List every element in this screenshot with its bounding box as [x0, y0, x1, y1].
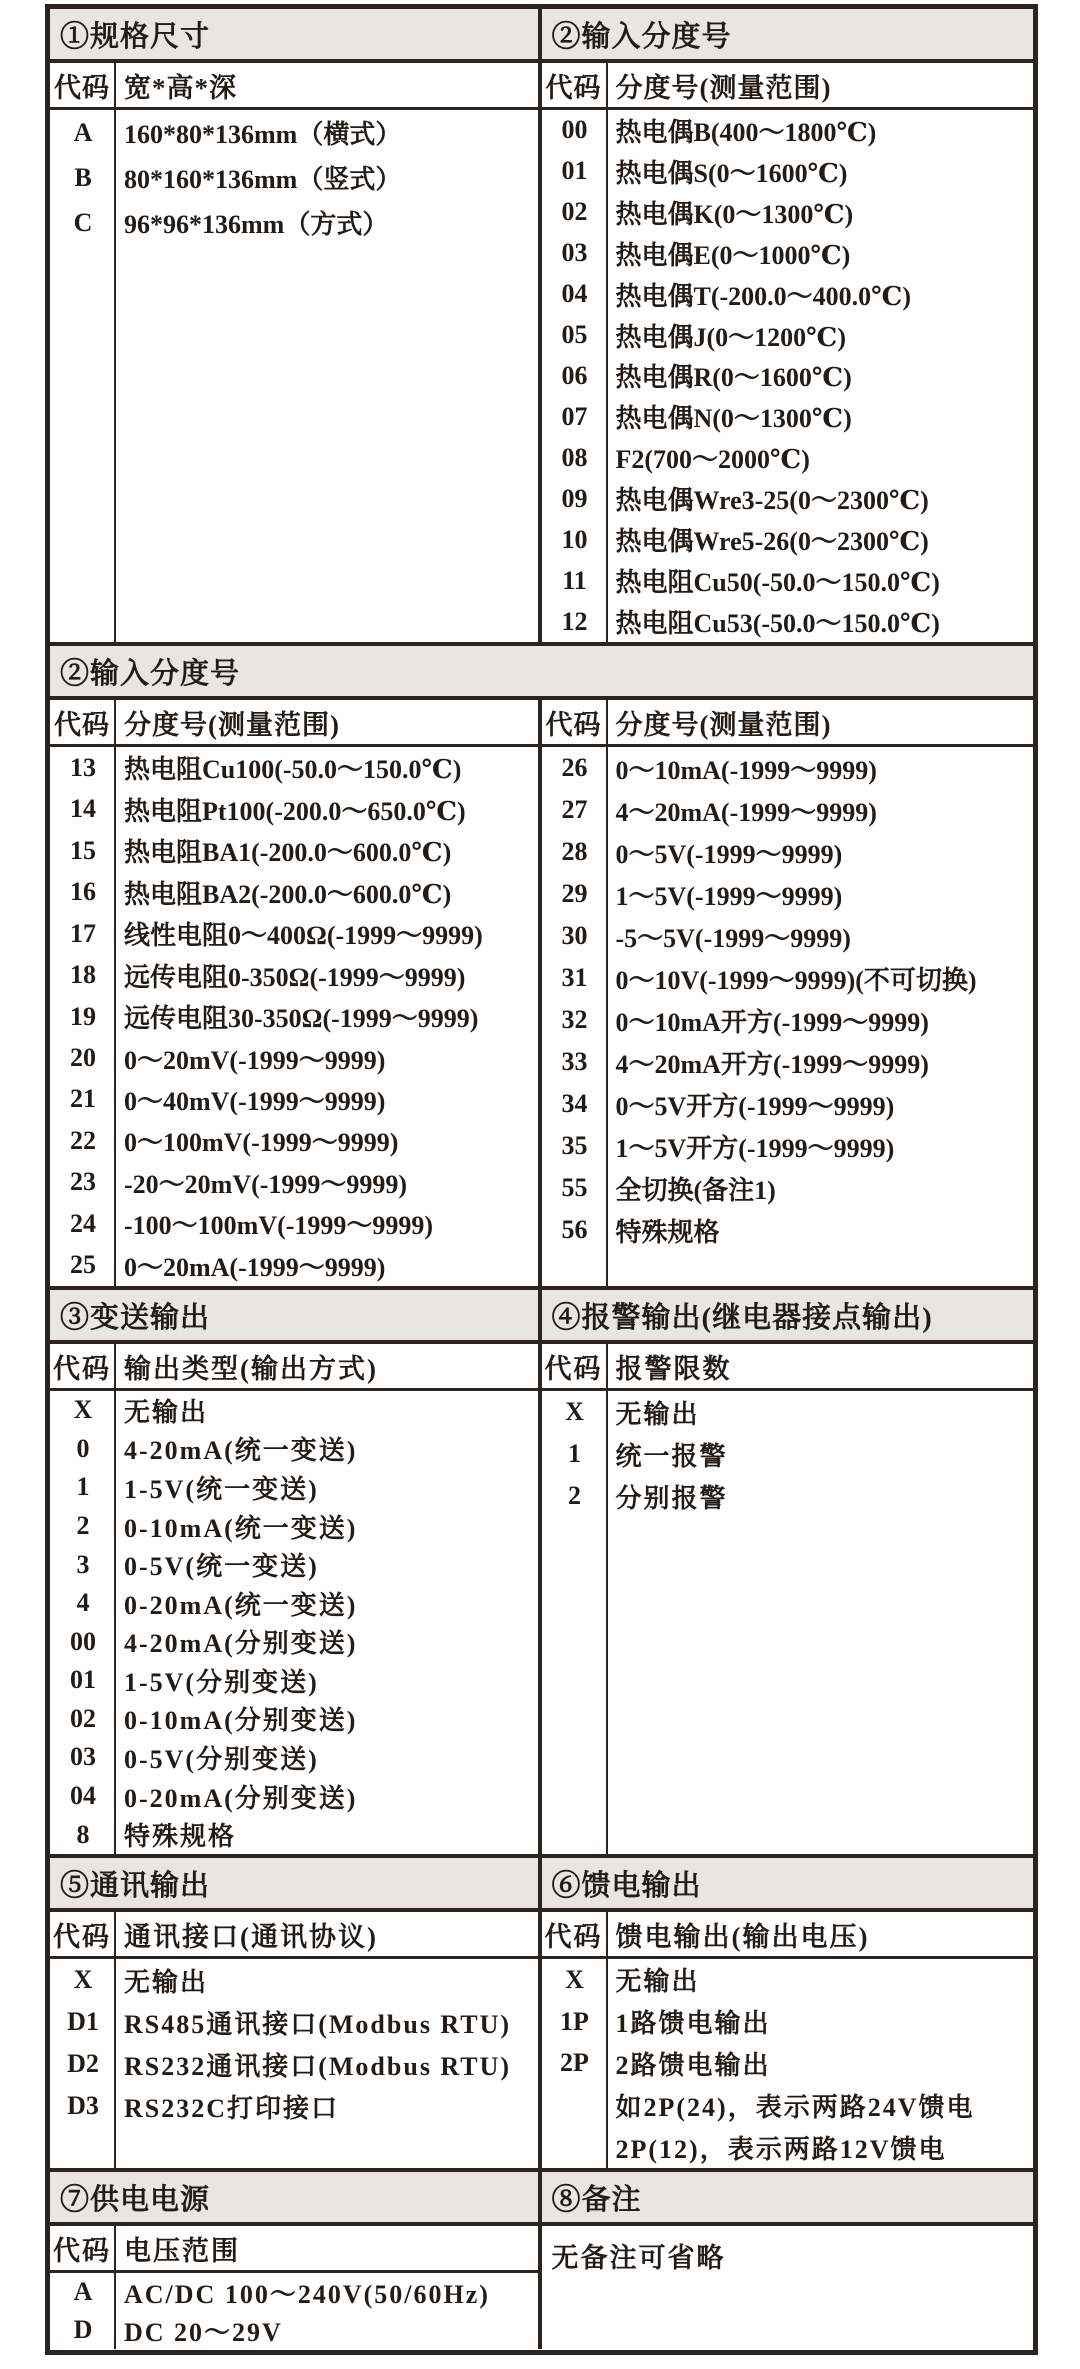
desc-cell: 热电偶B(400～1800℃): [615, 117, 877, 147]
code-cell: 05: [561, 320, 588, 350]
code-cell: 07: [561, 401, 588, 431]
code-cell: 24: [70, 1208, 96, 1238]
table-row: [50, 1738, 538, 1777]
code-header: 代码: [542, 1912, 608, 1956]
code-header: 代码: [50, 1912, 116, 1956]
desc-cell: 热电偶T(-200.0～400.0℃): [615, 281, 911, 311]
code-header: 代码: [542, 63, 608, 107]
column-header-row: [50, 1912, 538, 1959]
table-row: [542, 1391, 1034, 1433]
code-cell: 00: [70, 1626, 96, 1656]
table-row: [50, 1584, 538, 1623]
code-cell: 23: [70, 1167, 96, 1197]
desc-cell: 如2P(24)，表示两路24V馈电: [615, 2092, 975, 2122]
table-row: [542, 2001, 1034, 2043]
table-row: [50, 1545, 538, 1584]
table-row: [50, 1507, 538, 1546]
band-band3: [50, 700, 1033, 1290]
code-cell: 12: [561, 606, 588, 636]
table-row: [542, 1167, 1034, 1209]
code-cell: A: [73, 2277, 93, 2306]
rows-area: [50, 747, 538, 1286]
table-row: [542, 2126, 1034, 2168]
desc-cell: 0～10mA(-1999～9999): [615, 755, 877, 785]
table-row: [542, 1209, 1034, 1251]
band4-left-half: [50, 1290, 542, 1854]
code-cell: A: [73, 117, 93, 147]
desc-cell: RS232C打印接口: [124, 2093, 340, 2123]
table-row: [50, 1162, 538, 1203]
code-cell: 0: [76, 1433, 90, 1463]
code-cell: 20: [70, 1043, 96, 1073]
code-header: 代码: [542, 1344, 608, 1388]
code-cell: 2: [76, 1511, 90, 1541]
table-row: [50, 1468, 538, 1507]
band5-left-half: [50, 1858, 542, 2168]
code-cell: 29: [561, 879, 588, 908]
table-row: [50, 200, 538, 245]
code-cell: 27: [561, 795, 588, 824]
table-row: [50, 1391, 538, 1430]
column-header-row: [542, 63, 1034, 110]
table-row: [542, 110, 1034, 151]
desc-header: 通讯接口(通讯协议): [124, 1921, 378, 1952]
column-header-row: [50, 1344, 538, 1391]
desc-cell: 热电阻BA1(-200.0～600.0℃): [124, 838, 452, 868]
code-cell: 14: [70, 794, 96, 824]
band6-right-half: [542, 2172, 1034, 2349]
code-cell: X: [73, 1395, 93, 1425]
code-cell: 09: [561, 483, 588, 513]
desc-cell: 0～40mV(-1999～9999): [124, 1086, 386, 1116]
table-row: [50, 1700, 538, 1739]
code-cell: 19: [70, 1001, 96, 1031]
rows-area: [50, 1391, 538, 1854]
desc-cell: 热电阻Cu53(-50.0～150.0℃): [615, 609, 940, 639]
code-cell: 01: [70, 1665, 96, 1695]
desc-cell: 4-20mA(统一变送): [124, 1436, 358, 1466]
rows-area: [50, 110, 538, 642]
section-title: ①规格尺寸: [50, 9, 538, 63]
section-title: ⑧备注: [542, 2172, 1034, 2226]
table-row: [50, 2043, 538, 2085]
desc-cell: 0～10V(-1999～9999)(不可切换): [615, 965, 977, 995]
table-row: [50, 1079, 538, 1120]
band-band2: [50, 646, 1033, 700]
desc-cell: 热电偶K(0～1300℃): [615, 199, 854, 229]
code-cell: 2: [568, 1481, 581, 1510]
section-title: ④报警输出(继电器接点输出): [542, 1290, 1034, 1344]
desc-cell: 0-20mA(分别变送): [124, 1783, 358, 1813]
table-row: [50, 2085, 538, 2127]
section-title: ⑥馈电输出: [542, 1858, 1034, 1912]
code-cell: 31: [561, 963, 588, 992]
desc-cell: 0-5V(统一变送): [124, 1552, 319, 1582]
table-row: [50, 830, 538, 871]
desc-cell: 无输出: [124, 1397, 209, 1427]
table-row: [50, 871, 538, 912]
desc-cell: 1～5V开方(-1999～9999): [615, 1133, 895, 1163]
code-cell: [542, 2084, 608, 2126]
table-row: [542, 1433, 1034, 1475]
code-cell: 02: [561, 197, 588, 227]
desc-cell: 0-10mA(分别变送): [124, 1706, 358, 1736]
table-row: [50, 996, 538, 1037]
desc-cell: 0～10mA开方(-1999～9999): [615, 1007, 929, 1037]
desc-cell: -5～5V(-1999～9999): [615, 923, 851, 953]
section-title: ⑤通讯输出: [50, 1858, 538, 1912]
table-row: [542, 437, 1034, 478]
table-row: [542, 1083, 1034, 1125]
desc-header: 输出类型(输出方式): [124, 1353, 378, 1384]
column-header-row: [50, 700, 538, 747]
code-header: 代码: [50, 1344, 116, 1388]
table-row: [50, 1777, 538, 1816]
desc-header: 分度号(测量范围): [615, 72, 832, 103]
desc-cell: 无输出: [615, 1399, 700, 1429]
code-cell: 21: [70, 1084, 96, 1114]
band4-right-half: [542, 1290, 1034, 1854]
desc-cell: 无输出: [615, 1967, 700, 1997]
desc-cell: 远传电阻30-350Ω(-1999～9999): [124, 1004, 479, 1034]
code-cell: 02: [70, 1703, 96, 1733]
table-row: [542, 2084, 1034, 2126]
code-cell: 30: [561, 921, 588, 950]
desc-cell: 0～20mV(-1999～9999): [124, 1045, 386, 1075]
code-cell: 13: [70, 752, 96, 782]
table-row: [542, 192, 1034, 233]
desc-cell: 特殊规格: [124, 1822, 237, 1852]
desc-cell: RS485通讯接口(Modbus RTU): [124, 2009, 512, 2039]
desc-cell: AC/DC 100～240V(50/60Hz): [124, 2279, 490, 2309]
code-cell: D3: [67, 2091, 99, 2120]
table-row: [50, 1815, 538, 1854]
code-cell: 33: [561, 1047, 588, 1076]
desc-cell: 热电阻Pt100(-200.0～650.0℃): [124, 796, 466, 826]
code-header: 代码: [50, 63, 116, 107]
desc-cell: RS232通讯接口(Modbus RTU): [124, 2051, 512, 2081]
desc-cell: 96*96*136mm（方式）: [124, 210, 389, 239]
band3-left-half: [50, 700, 542, 1286]
column-header-row: [542, 1344, 1034, 1391]
desc-cell: 0-10mA(统一变送): [124, 1513, 358, 1543]
code-cell: 00: [561, 115, 588, 145]
band-band6: [50, 2172, 1033, 2349]
code-cell: 03: [561, 238, 588, 268]
code-cell: 04: [70, 1781, 96, 1811]
desc-header: 报警限数: [615, 1353, 732, 1384]
desc-cell: 热电偶S(0～1600℃): [615, 158, 848, 188]
desc-cell: 热电阻Cu100(-50.0～150.0℃): [124, 755, 462, 785]
code-cell: 1: [568, 1439, 581, 1468]
desc-cell: 热电阻Cu50(-50.0～150.0℃): [615, 568, 940, 598]
desc-cell: -100～100mV(-1999～9999): [124, 1211, 434, 1241]
code-cell: 8: [76, 1819, 90, 1849]
spec-table: [45, 4, 1038, 2355]
table-row: [50, 1120, 538, 1161]
table-row: [542, 747, 1034, 789]
desc-cell: 0～20mA(-1999～9999): [124, 1252, 386, 1282]
table-row: [542, 396, 1034, 437]
code-cell: 2P: [560, 2048, 589, 2078]
desc-cell: 1～5V(-1999～9999): [615, 881, 843, 911]
band-band5: [50, 1858, 1033, 2172]
table-row: [50, 747, 538, 788]
desc-header: 馈电输出(输出电压): [615, 1921, 870, 1952]
desc-cell: 统一报警: [615, 1441, 728, 1471]
code-header: 代码: [542, 700, 608, 744]
desc-cell: 0-20mA(统一变送): [124, 1590, 358, 1620]
desc-cell: DC 20～29V: [124, 2317, 283, 2347]
desc-cell: 热电偶R(0～1600℃): [615, 363, 852, 393]
table-row: [542, 957, 1034, 999]
code-cell: B: [74, 162, 92, 192]
code-cell: C: [73, 207, 93, 237]
code-cell: 01: [561, 156, 588, 186]
table-row: [542, 789, 1034, 831]
desc-cell: 4-20mA(分别变送): [124, 1629, 358, 1659]
desc-cell: 160*80*136mm（横式）: [124, 120, 402, 149]
desc-cell: 热电偶Wre5-26(0～2300℃): [615, 527, 929, 557]
code-cell: X: [565, 1964, 584, 1994]
desc-cell: 2P(12)，表示两路12V馈电: [615, 2134, 947, 2164]
table-row: [50, 110, 538, 155]
code-cell: 34: [561, 1089, 588, 1118]
rows-area: [542, 1391, 1034, 1854]
code-cell: 22: [70, 1125, 96, 1155]
code-cell: 1: [76, 1472, 90, 1502]
code-cell: 56: [561, 1215, 588, 1244]
table-row: [542, 1959, 1034, 2001]
code-cell: X: [73, 1965, 93, 1994]
desc-cell: 全切换(备注1): [615, 1175, 776, 1205]
code-cell: 18: [70, 960, 96, 990]
rows-area: [50, 2273, 538, 2349]
desc-header: 宽*高*深: [124, 72, 237, 103]
desc-cell: 远传电阻0-350Ω(-1999～9999): [124, 962, 466, 992]
table-row: [50, 1245, 538, 1286]
desc-cell: 无输出: [124, 1967, 209, 1997]
table-row: [542, 274, 1034, 315]
code-cell: 11: [562, 565, 587, 595]
desc-cell: 0～100mV(-1999～9999): [124, 1128, 399, 1158]
code-cell: D2: [67, 2049, 99, 2078]
table-row: [50, 155, 538, 200]
code-cell: 04: [561, 279, 588, 309]
table-row: [542, 151, 1034, 192]
desc-cell: 特殊规格: [615, 1217, 720, 1247]
rows-area: [542, 110, 1034, 642]
desc-header: 分度号(测量范围): [615, 709, 832, 740]
table-row: [542, 915, 1034, 957]
table-row: [542, 831, 1034, 873]
column-header-row: [50, 2226, 538, 2273]
table-row: [542, 356, 1034, 397]
band1-right-half: [542, 9, 1034, 642]
desc-cell: 热电偶Wre3-25(0～2300℃): [615, 486, 929, 516]
code-cell: 3: [76, 1549, 90, 1579]
desc-cell: -20～20mV(-1999～9999): [124, 1169, 408, 1199]
code-cell: 17: [70, 918, 96, 948]
table-row: [50, 1661, 538, 1700]
code-cell: 28: [561, 837, 588, 866]
table-row: [50, 1430, 538, 1469]
desc-cell: F2(700～2000℃): [615, 445, 810, 475]
code-cell: 10: [561, 524, 588, 554]
code-header: 代码: [50, 700, 116, 744]
desc-cell: 热电偶E(0～1000℃): [615, 240, 851, 270]
desc-cell: 线性电阻0～400Ω(-1999～9999): [124, 921, 483, 951]
table-row: [542, 560, 1034, 601]
table-row: [542, 1125, 1034, 1167]
desc-cell: 0-5V(分别变送): [124, 1744, 319, 1774]
table-row: [50, 913, 538, 954]
desc-cell: 热电偶N(0～1300℃): [615, 404, 852, 434]
code-cell: [542, 2126, 608, 2168]
code-cell: D1: [67, 2007, 99, 2036]
code-cell: 06: [561, 360, 588, 390]
table-row: [50, 2311, 538, 2349]
table-row: [542, 2043, 1034, 2085]
section-title: ⑦供电电源: [50, 2172, 538, 2226]
band5-right-half: [542, 1858, 1034, 2168]
table-row: [542, 1041, 1034, 1083]
desc-cell: 4～20mA开方(-1999～9999): [615, 1049, 929, 1079]
code-cell: 55: [561, 1173, 588, 1202]
band-band1: [50, 9, 1033, 646]
table-row: [50, 1959, 538, 2001]
code-cell: 26: [561, 753, 588, 782]
column-header-row: [542, 700, 1034, 747]
desc-header: 电压范围: [124, 2235, 240, 2266]
note-cell: 无备注可省略: [551, 2243, 726, 2273]
table-row: [542, 233, 1034, 274]
code-cell: 32: [561, 1005, 588, 1034]
code-cell: 15: [70, 835, 96, 865]
section-title: ②输入分度号: [542, 9, 1034, 63]
code-cell: 03: [70, 1742, 96, 1772]
column-header-row: [50, 63, 538, 110]
band6-left-half: [50, 2172, 542, 2349]
band3-right-half: [542, 700, 1034, 1286]
code-header: 代码: [50, 2226, 116, 2270]
table-row: [50, 954, 538, 995]
desc-cell: 80*160*136mm（竖式）: [124, 165, 402, 194]
table-row: [50, 2001, 538, 2043]
table-row: [50, 1037, 538, 1078]
band1-left-half: [50, 9, 542, 642]
desc-cell: 1路馈电输出: [615, 2009, 771, 2039]
code-cell: X: [565, 1397, 584, 1426]
code-cell: 08: [561, 442, 588, 472]
desc-cell: 2路馈电输出: [615, 2050, 771, 2080]
table-row: [542, 519, 1034, 560]
code-cell: 4: [76, 1588, 90, 1618]
section-title: ②输入分度号: [60, 657, 241, 690]
desc-cell: 0～5V开方(-1999～9999): [615, 1091, 895, 1121]
table-row: [542, 873, 1034, 915]
table-row: [542, 315, 1034, 356]
desc-cell: 分别报警: [615, 1483, 728, 1513]
code-cell: 16: [70, 877, 96, 907]
table-row: [542, 999, 1034, 1041]
table-row: [50, 2273, 538, 2311]
rows-area: [542, 747, 1034, 1286]
code-cell: 25: [70, 1250, 96, 1280]
table-row: [542, 478, 1034, 519]
column-header-row: [542, 1912, 1034, 1959]
desc-cell: 热电阻BA2(-200.0～600.0℃): [124, 879, 452, 909]
desc-cell: 4～20mA(-1999～9999): [615, 797, 877, 827]
rows-area: [50, 1959, 538, 2168]
table-row: [542, 1475, 1034, 1517]
code-cell: 35: [561, 1131, 588, 1160]
desc-cell: 0～5V(-1999～9999): [615, 839, 843, 869]
band-band4: [50, 1290, 1033, 1858]
table-row: [50, 788, 538, 829]
rows-area: [542, 1959, 1034, 2168]
code-cell: D: [73, 2315, 93, 2344]
code-cell: 1P: [560, 2006, 589, 2036]
desc-cell: 热电偶J(0～1200℃): [615, 322, 846, 352]
table-row: [50, 1622, 538, 1661]
desc-header: 分度号(测量范围): [124, 709, 340, 740]
table-row: [542, 601, 1034, 642]
desc-cell: 1-5V(分别变送): [124, 1667, 319, 1697]
section-title: ③变送输出: [50, 1290, 538, 1344]
table-row: [50, 1203, 538, 1244]
desc-cell: 1-5V(统一变送): [124, 1474, 319, 1504]
